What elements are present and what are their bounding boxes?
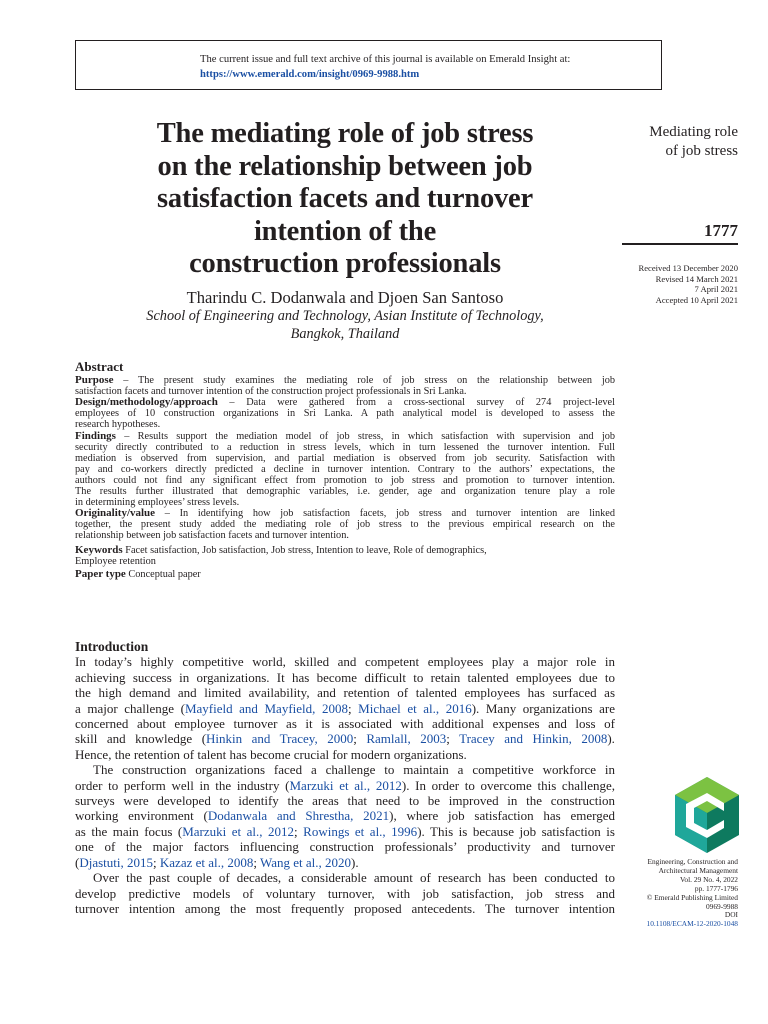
abstract-line: in determining employees’ stress levels. — [75, 497, 240, 509]
citation-link[interactable]: Kazaz et al., 2008 — [159, 854, 254, 870]
body-line: working environment (Dodanwala and Shrestha, 2021), where job satisfaction has emerged — [75, 808, 615, 824]
doi-line: DOI 10.1108/ECAM-12-2020-1048 — [646, 910, 738, 929]
introduction-heading: Introduction — [75, 639, 149, 654]
abstract-heading: Abstract — [75, 359, 124, 374]
citation-link[interactable]: Marzuki et al., 2012 — [182, 823, 295, 839]
body-line: a major challenge (Mayfield and Mayfield, 2008; Michael et al., 2016). Many organizations are — [75, 700, 615, 716]
journal-info-line: pp. 1777-1796 — [694, 883, 738, 893]
citation-link[interactable]: Hinkin and Tracey, 2000 — [206, 731, 354, 747]
running-title-line: of job stress — [665, 143, 738, 159]
archive-notice-text: The current issue and full text archive of this journal is available on Emerald Insight at: — [200, 54, 571, 65]
body-line: The construction organizations faced a challenge to maintain a competitive workforce in — [93, 762, 615, 778]
body-line: the high demand and limited availability, and retention of talented employees has surfaced as — [75, 685, 615, 701]
page-number: 1777 — [704, 221, 738, 240]
body-line: (Djastuti, 2015; Kazaz et al., 2008; Wang et al., 2020). — [75, 854, 359, 870]
abstract-line: The results further illustrated that demographic variables, i.e. gender, age and organization tenure play a role — [75, 486, 615, 498]
body-line: In today’s highly competitive world, skilled and competent employees play a major role in — [75, 654, 615, 670]
keywords-line: Employee retention — [75, 555, 156, 567]
body-line: surveys were developed to identify the areas that need to be improved in the construction — [75, 793, 615, 809]
body-line: as the main focus (Marzuki et al., 2012; Rowings et al., 1996). This is because job satisfaction is — [75, 823, 615, 839]
abstract-line: satisfaction facets and turnover intention of the construction project professionals in Sri Lanka. — [75, 386, 467, 398]
affiliation-line: School of Engineering and Technology, Asian Institute of Technology, — [146, 308, 544, 324]
citation-link[interactable]: Mayfield and Mayfield, 2008 — [184, 700, 348, 716]
keywords-line: Keywords Facet satisfaction, Job satisfaction, Job stress, Intention to leave, Role of demographics, — [75, 543, 487, 556]
date-accepted: Accepted 10 April 2021 — [655, 294, 738, 305]
body-line: concerned about employee turnover as it is associated with additional expenses and loss of — [75, 716, 615, 732]
citation-link[interactable]: Ramlall, 2003 — [366, 731, 447, 747]
citation-link[interactable]: Michael et al., 2016 — [358, 700, 472, 716]
title-line: on the relationship between job — [157, 150, 533, 182]
abstract-line: research hypotheses. — [75, 419, 161, 431]
abstract-line: authors could not find any significant effect from promotion to job stress and promotion to turnover intention. — [75, 474, 615, 486]
paper-type-label: Paper type — [75, 567, 126, 580]
abstract-line: security directly contributed to a reduction in stress levels, which in turn lessened the turnover intention. Full — [75, 441, 615, 453]
introduction-section — [75, 639, 615, 916]
authors: Tharindu C. Dodanwala and Djoen San Santoso — [186, 288, 504, 307]
abstract-line: Purpose – The present study examines the mediating role of job stress on the relationship between job — [75, 374, 615, 387]
sidebar-divider — [622, 243, 738, 245]
affiliation-line: Bangkok, Thailand — [290, 326, 400, 342]
running-title-line: Mediating role — [649, 124, 738, 140]
citation-link[interactable]: Djastuti, 2015 — [79, 854, 154, 870]
abstract-line: Design/methodology/approach – Data were gathered from a cross-sectional survey of 274 project-level — [75, 396, 615, 409]
citation-link[interactable]: Dodanwala and Shrestha, 2021 — [207, 808, 390, 824]
affiliation — [75, 307, 615, 343]
body-line: one of the major factors influencing construction professionals’ productivity and turnover — [75, 839, 615, 855]
body-line: skill and knowledge (Hinkin and Tracey, 2000; Ramlall, 2003; Tracey and Hinkin, 2008). — [75, 731, 615, 747]
journal-info — [600, 858, 738, 929]
date-revised: Revised 14 March 2021 — [655, 273, 738, 284]
date-received: Received 13 December 2020 — [638, 263, 738, 273]
abstract-line: Originality/value – In identifying how job satisfaction facets, job stress and turnover intention are linked — [75, 507, 615, 520]
journal-info-line: 0969-9988 — [705, 901, 738, 911]
journal-info-line: Engineering, Construction and — [647, 857, 738, 866]
abstract-line: Findings – Results support the mediation model of job stress, in which satisfaction with supervision and job — [75, 429, 615, 442]
originality-label: Originality/value — [75, 507, 156, 520]
abstract-section — [75, 361, 615, 580]
date-revised-2: 7 April 2021 — [694, 284, 738, 294]
body-line: Hence, the retention of talent has become crucial for modern organizations. — [75, 746, 467, 762]
journal-info-line: Vol. 29 No. 4, 2022 — [680, 874, 738, 884]
abstract-line: relationship between job satisfaction facets and turnover intention. — [75, 530, 349, 542]
title-line: The mediating role of job stress — [156, 118, 534, 149]
body-line: achieving success in organizations. It has become difficult to retain talented employees due to — [75, 669, 615, 685]
doi-link[interactable]: 10.1108/ECAM-12-2020-1048 — [646, 919, 738, 929]
journal-info-line: Architectural Management — [658, 865, 738, 875]
title-line: intention of the — [253, 215, 437, 247]
title-line: satisfaction facets and turnover — [157, 183, 533, 214]
body-line: develop predictive models of voluntary turnover, with job satisfaction, job stress and — [75, 885, 615, 901]
design-label: Design/methodology/approach — [75, 396, 218, 409]
purpose-label: Purpose — [75, 374, 114, 387]
running-title — [610, 123, 738, 161]
citation-link[interactable]: Rowings et al., 1996 — [303, 823, 418, 839]
paper-type-line: Paper type Conceptual paper — [75, 567, 201, 580]
body-line: Over the past couple of decades, a considerable amount of research has been conducted to — [93, 870, 615, 886]
body-line: turnover intention among the most frequently proposed antecedents. The turnover intention — [75, 900, 615, 916]
archive-notice-box — [75, 40, 662, 90]
journal-info-line: © Emerald Publishing Limited — [646, 892, 738, 902]
keywords-label: Keywords — [75, 543, 123, 556]
abstract-line: mediation is observed from supervision, and partial mediation is observed from job security. Satisfaction with — [75, 452, 615, 464]
citation-link[interactable]: Tracey and Hinkin, 2008 — [459, 731, 608, 747]
archive-notice-link[interactable]: https://www.emerald.com/insight/0969-9988.htm — [200, 69, 420, 80]
journal-logo-icon — [672, 775, 742, 855]
title-line: construction professionals — [189, 248, 501, 279]
citation-link[interactable]: Wang et al., 2020 — [260, 854, 352, 870]
abstract-line: employees of 10 construction organizations in Sri Lanka. A path analytical model is developed to assess the — [75, 408, 615, 420]
abstract-line: pay and co-workers directly predicted a decline in turnover intention. Contrary to the authors’ expectations, the — [75, 463, 615, 475]
abstract-line: together, the present study added the mediating role of job stress to the previous empirical research on the — [75, 519, 615, 531]
citation-link[interactable]: Marzuki et al., 2012 — [289, 777, 402, 793]
article-title — [75, 118, 615, 281]
body-line: order to perform well in the industry (Marzuki et al., 2012). In order to overcome this challenge, — [75, 777, 615, 793]
history-dates — [600, 263, 738, 305]
findings-label: Findings — [75, 429, 116, 442]
